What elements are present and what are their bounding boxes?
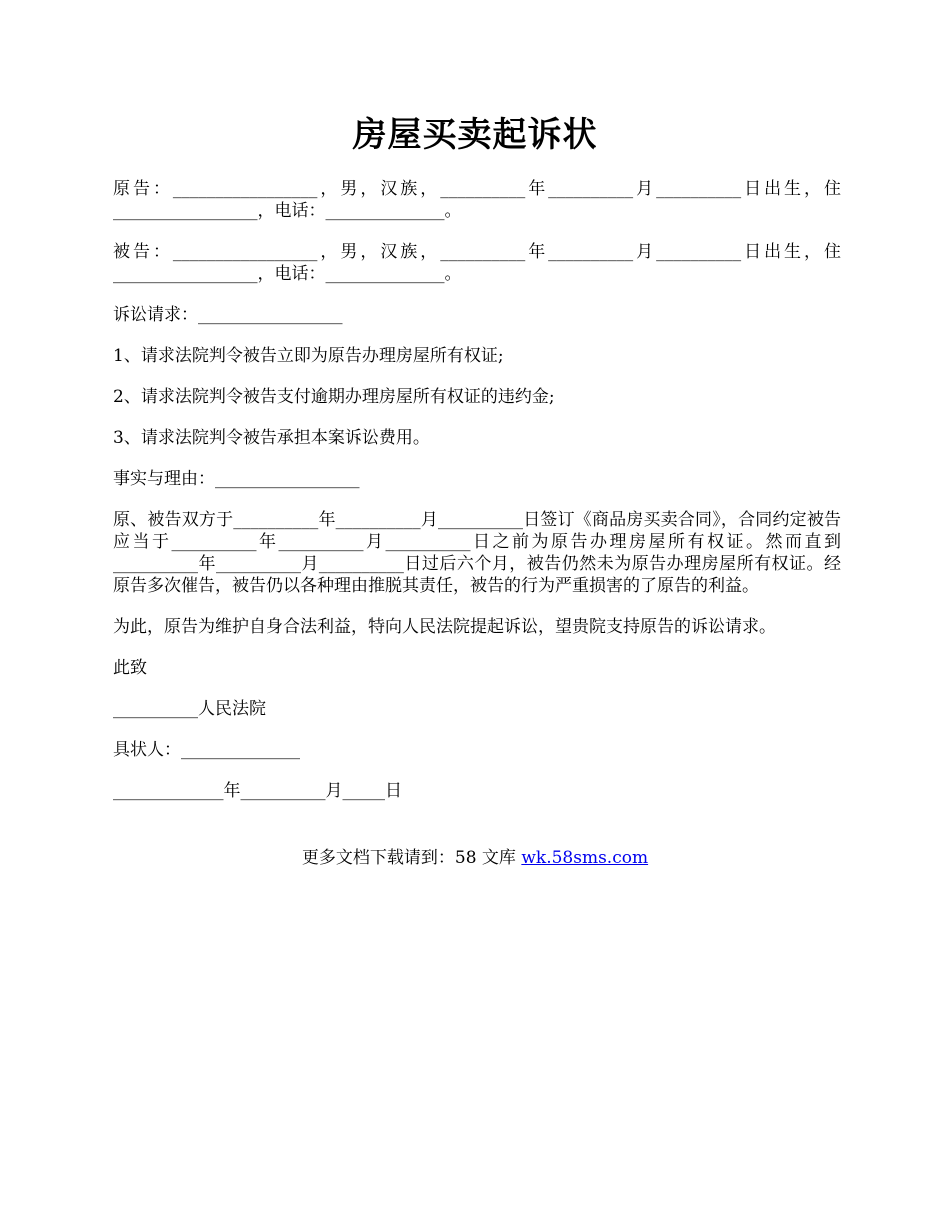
court-name-line: __________人民法院 [113,699,266,719]
footer [0,847,950,869]
claim-item-3: 3、请求法院判令被告承担本案诉讼费用。 [113,428,430,448]
conclusion-paragraph: 为此，原告为维护自身合法利益，特向人民法院提起诉讼，望贵院支持原告的诉讼请求。 [113,617,776,637]
defendant-paragraph: 被告：_________________，男，汉族，__________年__________月__________日出生，住_________________，电话：______________。 [113,242,841,284]
claims-heading: 诉讼请求：_________________ [113,305,343,325]
plaintiff-paragraph: 原告：_________________，男，汉族，__________年__________月__________日出生，住_________________，电话：______________。 [113,179,841,221]
footer-link[interactable]: wk.58sms.com [521,848,649,868]
footer-text: 更多文档下载请到：58 文库 [301,848,522,868]
claim-item-2: 2、请求法院判令被告支付逾期办理房屋所有权证的违约金; [113,387,555,407]
signatory-line: 具状人：______________ [113,740,300,760]
facts-paragraph: 原、被告双方于__________年__________月__________日签订《商品房买卖合同》，合同约定被告应当于__________年__________月__________日之前为原告办理房屋所有权证。然而直到__________年__________月__________日过后六个月，被告仍然未为原告办理房屋所有权证。经原告多次催告，被告仍以各种理由推脱其责任，被告的行为严重损害的了原告的利益。 [113,510,841,596]
date-line: _____________年__________月_____日 [113,781,402,801]
document-title: 房屋买卖起诉状 [352,115,598,155]
salutation: 此致 [113,658,147,678]
document-body [113,178,841,821]
facts-heading: 事实与理由：_________________ [113,469,360,489]
claim-item-1: 1、请求法院判令被告立即为原告办理房屋所有权证; [113,346,504,366]
